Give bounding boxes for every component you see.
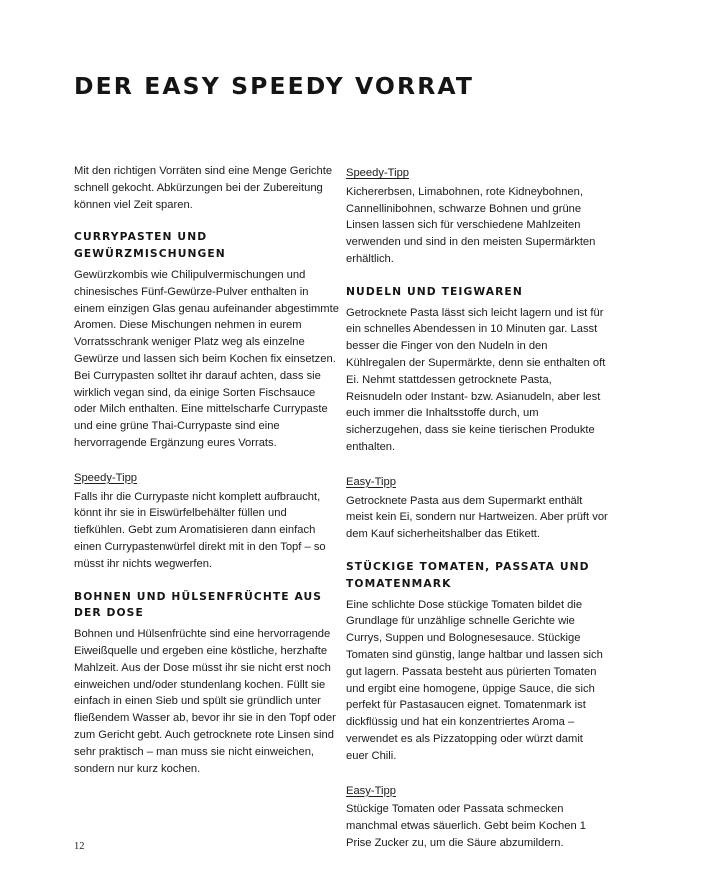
section-text: Getrocknete Pasta lässt sich leicht lagern und ist für ein schnelles Abendessen in 10 Minuten gar. Lasst besser die Finger von den Nudeln in den Kühlregalen der Supermärkte, denn sie enthalten oft Ei. Nehmt stattdessen getrocknete Pasta, Reisnudeln oder Instant- bzw. Asianudeln, aber lest euch immer die Inhaltsstoffe durch, um sicherzugehen, dass sie keine tierischen Produkte enthalten. (346, 306, 606, 453)
section-text: Eine schlichte Dose stückige Tomaten bildet die Grundlage für unzählige schnelle Gerichte wie Currys, Suppen und Bolognesesauce. Stückige Tomaten sind günstig, lange haltbar und lassen sich gut lagern. Passata besteht aus pürierten Tomaten und ergibt eine homogene, üppige Sauce, die sich perfekt für Pastasaucen eignet. Tomatenmark ist dickflüssig und hat ein konzentriertes Aroma – verwendet es als Pizzatopping oder würzt damit euer Chili. (346, 598, 603, 762)
tip-text: Kichererbsen, Limabohnen, rote Kidneybohnen, Cannellinibohnen, schwarze Bohnen und grüne Linsen lassen sich für verschiedene Mahlzeiten verwenden und sind in den meisten Supermärkten erhältlich. (346, 185, 596, 265)
easy-tipp-tomaten (346, 781, 608, 852)
section-heading: CURRYPASTEN UND GEWÜRZMISCHUNGEN (74, 230, 226, 261)
section-nudeln (346, 284, 608, 456)
section-currypasten (74, 229, 340, 451)
speedy-tipp-bohnen (346, 163, 608, 268)
section-heading: NUDELN UND TEIGWAREN (346, 284, 523, 298)
tip-label: Speedy-Tipp (346, 167, 410, 179)
right-column (346, 163, 608, 852)
left-column (74, 163, 340, 777)
easy-tipp-pasta (346, 472, 608, 543)
section-heading: BOHNEN UND HÜLSENFRÜCHTE AUS DER DOSE (74, 589, 323, 620)
section-tomaten (346, 559, 608, 765)
tip-label: Easy-Tipp (346, 784, 396, 797)
tip-label: Speedy-Tipp (74, 471, 138, 484)
tip-text: Stückige Tomaten oder Passata schmecken manchmal etwas säuerlich. Gebt beim Kochen 1 Prise Zucker zu, um die Säure abzumildern. (346, 803, 587, 849)
section-text: Gewürzkombis wie Chilipulvermischungen und chinesisches Fünf-Gewürze-Pulver enthalten in einem einzigen Glas genau aufeinander abgestimmte Aromen. Diese Mischungen nehmen in eurem Vorratsschrank weniger Platz weg als einzelne Gewürze und lassen sich beim Kochen fix einsetzen. Bei Currypasten solltet ihr darauf achten, dass sie wirklich vegan sind, da einige Sorten Fischsauce oder Milch enthalten. Eine mittelscharfe Currypaste und eine grüne Thai-Currypaste sind eine hervorragende Ergänzung eures Vorrats. (74, 268, 339, 449)
tip-text: Falls ihr die Currypaste nicht komplett aufbraucht, könnt ihr sie in Eiswürfelbehälter füllen und tiefkühlen. Gebt zum Aromatisieren dann einfach einen Currypastenwürfel direkt mit in den Topf – so müsst ihr nichts wegwerfen. (74, 490, 326, 570)
intro-text: Mit den richtigen Vorräten sind eine Menge Gerichte schnell gekocht. Abkürzungen bei der Zubereitung können viel Zeit sparen. (74, 165, 333, 211)
section-bohnen (74, 589, 340, 778)
section-text: Bohnen und Hülsenfrüchte sind eine hervorragende Eiweißquelle und ergeben eine köstliche, herzhafte Mahlzeit. Aus der Dose müsst ihr sie nicht erst noch einweichen und/oder stundenlang kochen. Füllt sie einfach in einen Sieb und spült sie gründlich unter fließendem Wasser ab, bevor ihr sie in den Topf oder zum Gericht gebt. Auch getrocknete rote Linsen sind sehr praktisch – man muss sie nicht einweichen, sondern nur kurz kochen. (74, 628, 336, 775)
page-title: DER EASY SPEEDY VORRAT (74, 72, 474, 100)
tip-text: Getrocknete Pasta aus dem Supermarkt enthält meist kein Ei, sondern nur Hartweizen. Aber prüft vor dem Kauf sicherheitshalber das Etikett. (346, 494, 608, 541)
tip-label: Easy-Tipp (346, 475, 396, 488)
speedy-tipp-currypaste (74, 468, 340, 573)
page-number: 12 (74, 841, 85, 852)
section-heading: STÜCKIGE TOMATEN, PASSATA UND TOMATENMARK (346, 559, 590, 590)
